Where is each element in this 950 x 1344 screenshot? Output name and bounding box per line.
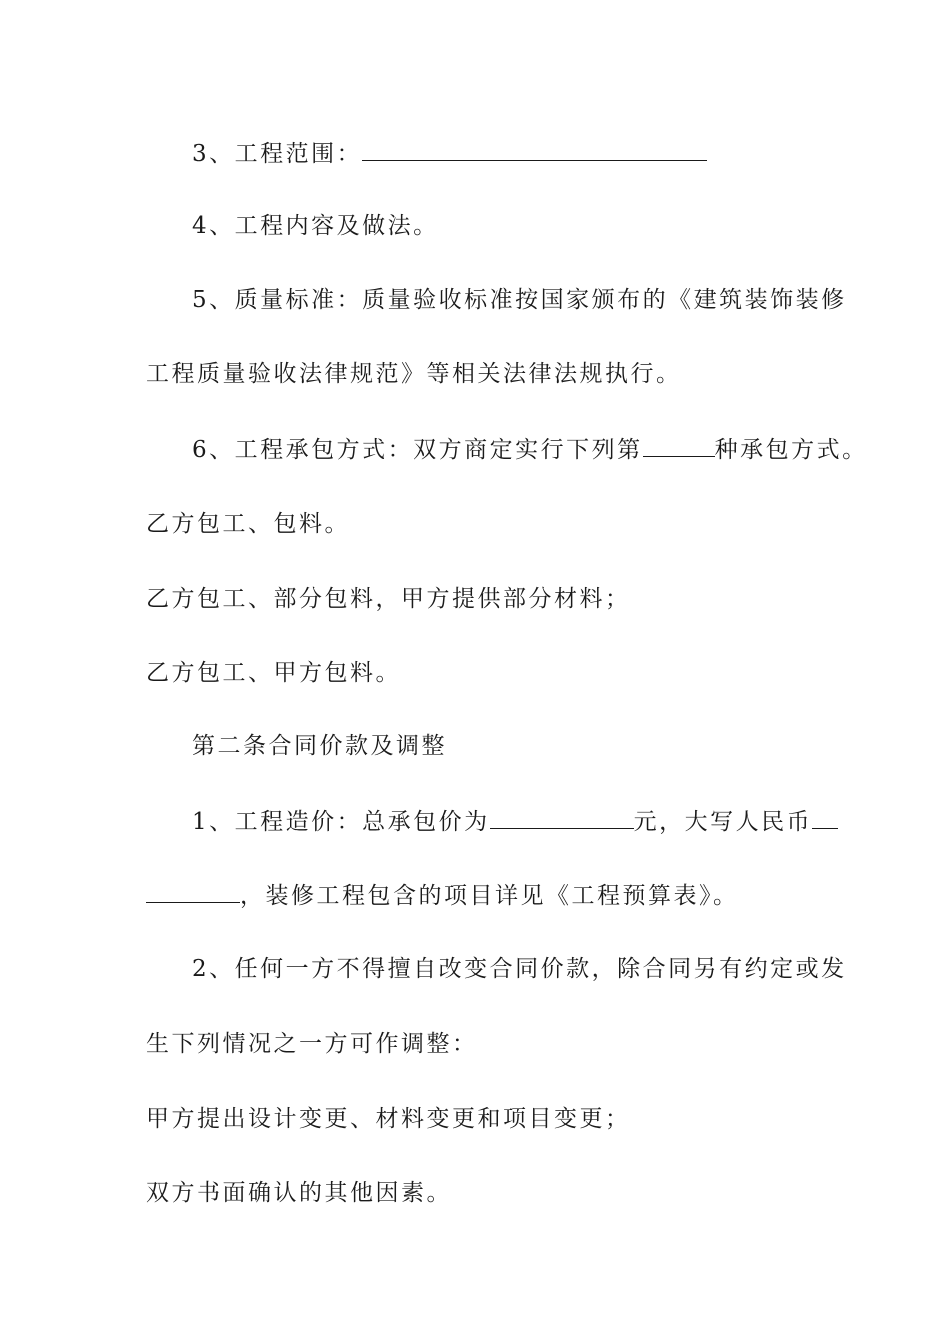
scope-blank-field[interactable]	[362, 138, 707, 161]
contract-mode-option-c: 乙方包工、甲方包料。	[146, 660, 401, 686]
price-amount-blank-field[interactable]	[490, 806, 634, 829]
clause-3-label: 3、工程范围：	[192, 141, 363, 167]
clause-6-contract-mode	[146, 434, 872, 465]
price-line-1	[146, 806, 872, 837]
clause-4-content: 4、工程内容及做法。	[192, 213, 439, 239]
adjust-case-2: 双方书面确认的其他因素。	[146, 1180, 452, 1206]
clause-6-suffix: 种承包方式。	[714, 437, 868, 463]
price-label: 1、工程造价：总承包价为	[192, 809, 490, 835]
contract-mode-blank-field[interactable]	[643, 434, 715, 457]
clause-5-quality-line-2: 工程质量验收法律规范》等相关法律法规执行。	[146, 361, 682, 387]
price-uppercase-blank-field-end[interactable]	[146, 880, 240, 903]
article-2-heading: 第二条合同价款及调整	[192, 733, 447, 759]
contract-mode-option-b: 乙方包工、部分包料，甲方提供部分材料；	[146, 586, 631, 612]
price-line-2-text: ，装修工程包含的项目详见《工程预算表》。	[240, 883, 739, 909]
adjust-clause-line-2: 生下列情况之一方可作调整：	[146, 1031, 478, 1057]
price-uppercase-label: 元，大写人民币	[633, 809, 813, 835]
price-uppercase-blank-field-start[interactable]	[812, 806, 838, 829]
clause-3-scope	[146, 138, 872, 169]
contract-mode-option-a: 乙方包工、包料。	[146, 511, 350, 537]
price-line-2	[146, 880, 826, 911]
clause-6-label: 6、工程承包方式：双方商定实行下列第	[192, 437, 643, 463]
adjust-clause-line-1: 2、任何一方不得擅自改变合同价款，除合同另有约定或发	[192, 956, 847, 982]
clause-5-quality-line-1: 5、质量标准：质量验收标准按国家颁布的《建筑装饰装修	[192, 287, 847, 313]
adjust-case-1: 甲方提出设计变更、材料变更和项目变更；	[146, 1106, 631, 1132]
